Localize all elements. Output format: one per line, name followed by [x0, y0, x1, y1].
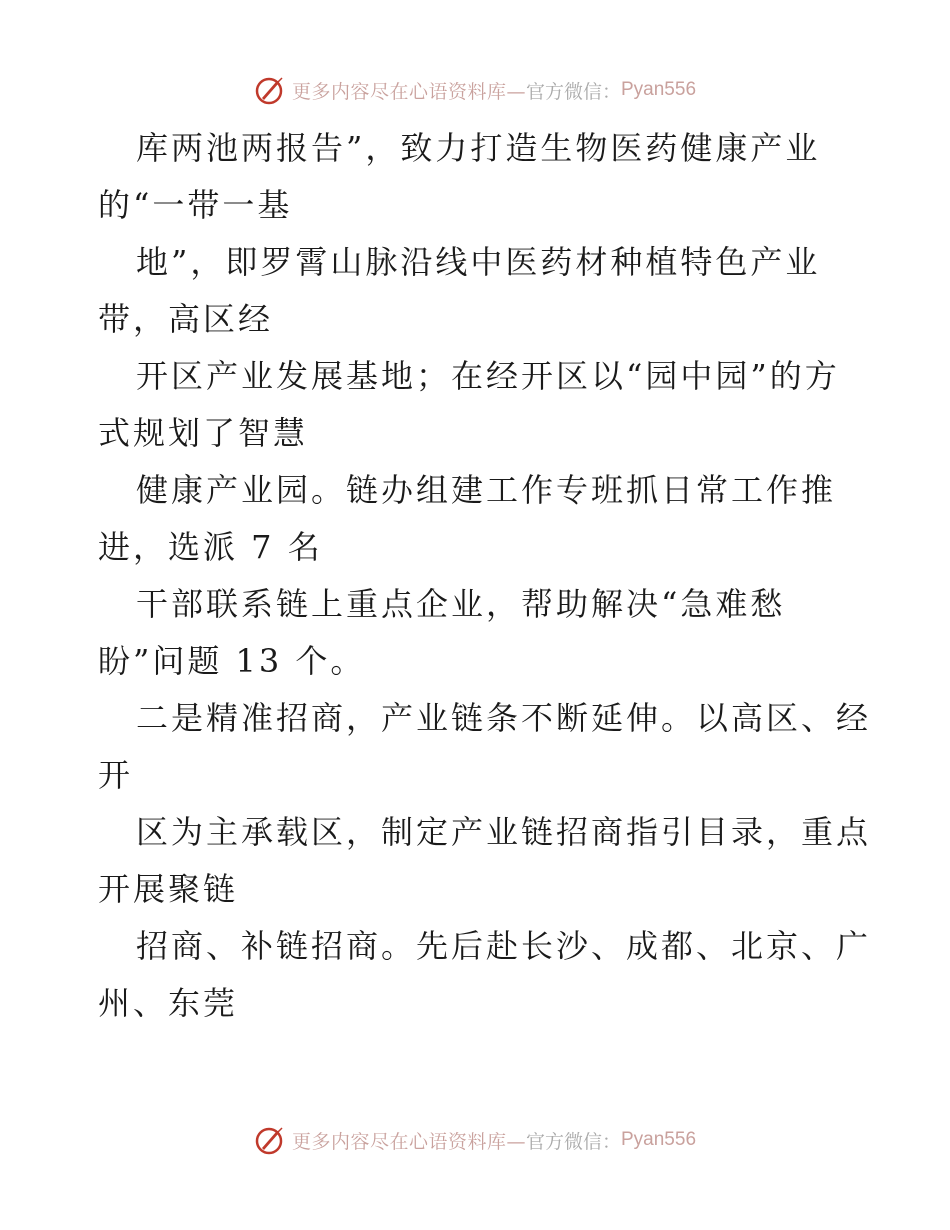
header-wechat-label: 官方微信： [525, 80, 621, 103]
body-line: 式规划了智慧 [98, 414, 309, 452]
footer-wechat-label: 官方微信： [525, 1130, 621, 1153]
footer-wechat-id: Pyan556 [621, 1129, 697, 1150]
body-line: 开展聚链 [98, 870, 239, 908]
body-line: 州、东莞 [98, 984, 239, 1022]
body-line: 的“一带一基 [98, 186, 293, 224]
footer-slogan: 更多内容尽在心语资料库— [291, 1130, 526, 1153]
body-line: 招商、补链招商。先后赴长沙、成都、北京、广 [136, 927, 872, 965]
header-slogan: 更多内容尽在心语资料库— [291, 80, 526, 103]
body-line: 带，高区经 [98, 300, 274, 338]
body-line: 进，选派 7 名 [98, 528, 323, 566]
body-line: 二是精准招商，产业链条不断延伸。以高区、经 [136, 699, 872, 737]
header-wechat-id: Pyan556 [621, 79, 697, 100]
body-line: 健康产业园。链办组建工作专班抓日常工作推 [136, 471, 837, 509]
body-line: 开区产业发展基地；在经开区以“园中园”的方 [136, 357, 840, 395]
body-line: 库两池两报告”，致力打造生物医药健康产业 [136, 129, 821, 167]
body-line: 区为主承载区，制定产业链招商指引目录，重点 [136, 813, 872, 851]
body-line: 地”，即罗霄山脉沿线中医药材种植特色产业 [136, 243, 821, 281]
footer-banner [0, 1120, 950, 1160]
document-body [98, 120, 872, 1032]
header-banner [0, 70, 950, 110]
body-line: 干部联系链上重点企业，帮助解决“急难愁 [136, 585, 786, 623]
body-line: 开 [98, 756, 134, 794]
body-line: 盼”问题 13 个。 [98, 642, 366, 680]
quill-logo-icon [254, 1124, 286, 1156]
quill-logo-icon [254, 74, 286, 106]
